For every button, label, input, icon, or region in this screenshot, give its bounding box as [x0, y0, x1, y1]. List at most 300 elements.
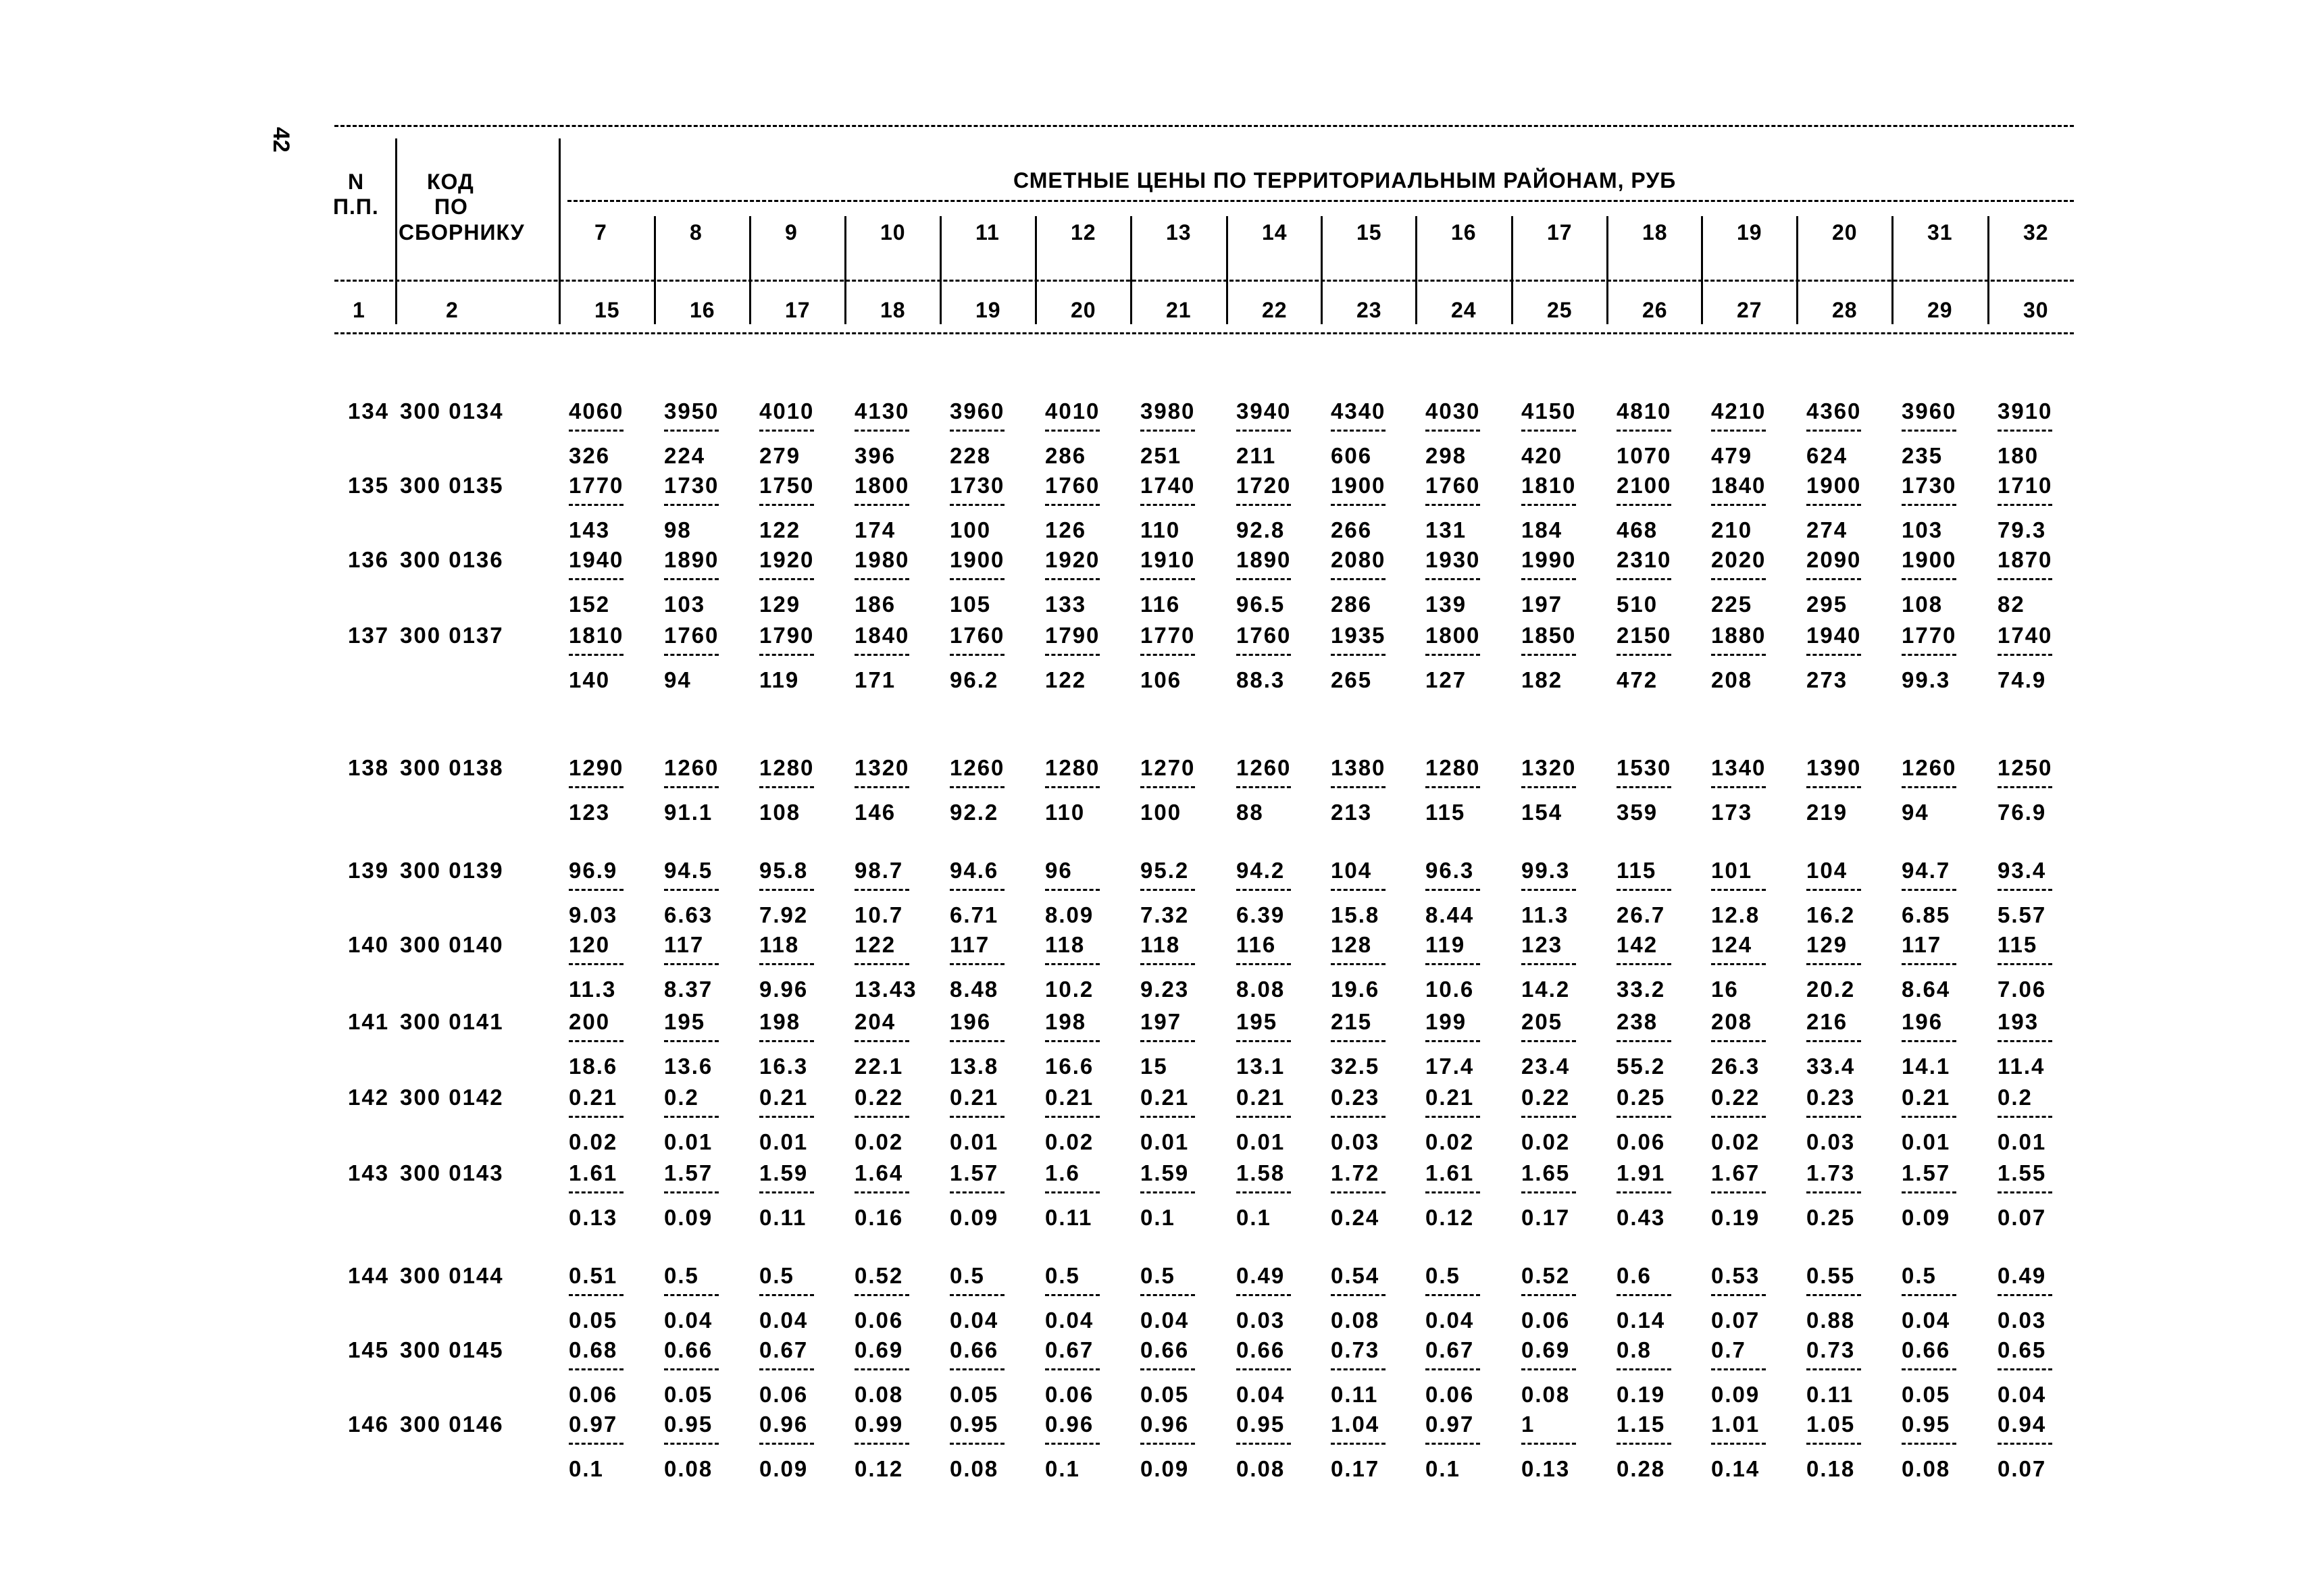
cell-value-top: 0.21 [569, 1085, 618, 1110]
cell-fraction-bar [1617, 786, 1671, 788]
cell-value-top: 198 [759, 1009, 801, 1034]
cell-value-bottom: 88.3 [1236, 667, 1286, 692]
cell-value-bottom: 0.01 [950, 1129, 999, 1154]
row-number: 145 [348, 1337, 390, 1362]
cell-fraction-bar [1806, 889, 1861, 891]
cell-value-bottom: 9.96 [759, 977, 809, 1002]
cell-value-bottom: 0.03 [1806, 1129, 1856, 1154]
cell-value-bottom: 186 [855, 592, 896, 617]
cell-value-top: 197 [1140, 1009, 1182, 1034]
region-header: 10 [880, 220, 906, 244]
cell-value-bottom: 131 [1425, 517, 1467, 542]
cell-fraction-bar [569, 1040, 624, 1042]
region-header: 7 [594, 220, 607, 244]
cell-fraction-bar [855, 578, 909, 580]
cell-value-top: 3910 [1998, 398, 2053, 423]
cell-fraction-bar [1140, 963, 1195, 965]
cell-value-top: 123 [1521, 932, 1563, 957]
header-vline [1415, 216, 1417, 324]
cell-value-top: 1760 [1236, 623, 1292, 648]
cell-fraction-bar [1617, 1040, 1671, 1042]
cell-fraction-bar [1331, 1040, 1386, 1042]
region-header: 20 [1832, 220, 1858, 244]
row-code: 300 0135 [400, 473, 504, 498]
cell-value-bottom: 211 [1236, 443, 1277, 468]
cell-value-top: 1740 [1140, 473, 1196, 498]
cell-fraction-bar [1236, 430, 1291, 432]
cell-value-bottom: 0.05 [950, 1382, 999, 1407]
cell-value-top: 1800 [1425, 623, 1481, 648]
cell-fraction-bar [950, 963, 1005, 965]
cell-fraction-bar [855, 654, 909, 656]
cell-fraction-bar [950, 1191, 1005, 1193]
cell-value-top: 4210 [1711, 398, 1766, 423]
header-vline [1321, 216, 1323, 324]
cell-value-top: 1250 [1998, 755, 2053, 780]
cell-value-bottom: 0.01 [1902, 1129, 1951, 1154]
cell-value-top: 1.72 [1331, 1160, 1380, 1185]
cell-value-bottom: 0.09 [1140, 1456, 1190, 1481]
cell-value-top: 1900 [1806, 473, 1862, 498]
cell-fraction-bar [1236, 889, 1291, 891]
cell-value-bottom: 99.3 [1902, 667, 1951, 692]
cell-fraction-bar [759, 504, 814, 506]
header-vline [1987, 216, 1989, 324]
cell-fraction-bar [1045, 430, 1100, 432]
cell-value-bottom: 7.92 [759, 902, 809, 927]
cell-value-top: 1870 [1998, 547, 2053, 572]
cell-fraction-bar [1617, 963, 1671, 965]
cell-fraction-bar [1425, 578, 1480, 580]
cell-fraction-bar [569, 578, 624, 580]
cell-value-bottom: 420 [1521, 443, 1563, 468]
cell-value-top: 0.66 [1140, 1337, 1190, 1362]
cell-value-bottom: 98 [664, 517, 692, 542]
cell-fraction-bar [1998, 1116, 2052, 1118]
cell-value-top: 115 [1617, 858, 1657, 883]
region-header: 18 [1642, 220, 1668, 244]
column-number: 30 [2023, 298, 2049, 322]
cell-value-top: 1910 [1140, 547, 1196, 572]
header-vline [749, 216, 751, 324]
region-header: 15 [1356, 220, 1382, 244]
cell-value-top: 0.23 [1331, 1085, 1380, 1110]
cell-value-top: 1260 [950, 755, 1005, 780]
cell-value-bottom: 171 [855, 667, 896, 692]
cell-value-bottom: 0.06 [759, 1382, 809, 1407]
row-code: 300 0137 [400, 623, 504, 648]
cell-value-top: 1750 [759, 473, 815, 498]
cell-fraction-bar [1902, 578, 1956, 580]
cell-value-bottom: 0.14 [1617, 1308, 1666, 1333]
table-title: СМЕТНЫЕ ЦЕНЫ ПО ТЕРРИТОРИАЛЬНЫМ РАЙОНАМ, РУБ [1013, 168, 1677, 192]
cell-value-bottom: 0.04 [1140, 1308, 1190, 1333]
cell-value-bottom: 5.57 [1998, 902, 2047, 927]
cell-fraction-bar [1902, 1368, 1956, 1370]
cell-value-bottom: 0.28 [1617, 1456, 1666, 1481]
header-vline [654, 216, 656, 324]
cell-fraction-bar [950, 1040, 1005, 1042]
cell-value-top: 205 [1521, 1009, 1563, 1034]
cell-fraction-bar [1998, 889, 2052, 891]
cell-value-top: 96.3 [1425, 858, 1475, 883]
cell-fraction-bar [1045, 1294, 1100, 1296]
cell-fraction-bar [1331, 786, 1386, 788]
cell-value-top: 0.2 [1998, 1085, 2033, 1110]
cell-value-top: 215 [1331, 1009, 1373, 1034]
cell-value-bottom: 26.7 [1617, 902, 1666, 927]
cell-value-bottom: 92.2 [950, 800, 999, 825]
cell-value-top: 0.5 [664, 1263, 699, 1288]
cell-fraction-bar [1140, 1294, 1195, 1296]
cell-fraction-bar [855, 1443, 909, 1445]
cell-fraction-bar [1236, 1191, 1291, 1193]
cell-value-top: 4130 [855, 398, 910, 423]
header-vline [559, 138, 561, 324]
cell-value-top: 1320 [1521, 755, 1577, 780]
cell-value-bottom: 11.3 [569, 977, 617, 1002]
cell-fraction-bar [1140, 1191, 1195, 1193]
cell-value-top: 1770 [569, 473, 624, 498]
cell-value-bottom: 6.71 [950, 902, 999, 927]
cell-value-bottom: 0.08 [950, 1456, 999, 1481]
header-vline [1891, 216, 1893, 324]
cell-value-bottom: 0.02 [1521, 1129, 1571, 1154]
cell-fraction-bar [1617, 889, 1671, 891]
cell-value-top: 93.4 [1998, 858, 2047, 883]
column-number: 28 [1832, 298, 1858, 322]
cell-fraction-bar [855, 889, 909, 891]
cell-value-bottom: 96.2 [950, 667, 999, 692]
cell-value-top: 1.59 [1140, 1160, 1190, 1185]
cell-fraction-bar [1902, 1443, 1956, 1445]
cell-value-bottom: 295 [1806, 592, 1848, 617]
column-number: 24 [1451, 298, 1477, 322]
cell-value-top: 118 [1045, 932, 1086, 957]
cell-value-top: 1280 [1425, 755, 1481, 780]
cell-fraction-bar [759, 1116, 814, 1118]
cell-value-top: 1730 [1902, 473, 1957, 498]
cell-value-bottom: 396 [855, 443, 896, 468]
cell-value-top: 1.55 [1998, 1160, 2047, 1185]
cell-fraction-bar [1140, 786, 1195, 788]
header-vline [1606, 216, 1608, 324]
cell-value-top: 195 [1236, 1009, 1278, 1034]
cell-value-bottom: 0.05 [1902, 1382, 1951, 1407]
cell-value-bottom: 8.64 [1902, 977, 1951, 1002]
cell-value-top: 1770 [1140, 623, 1196, 648]
cell-value-top: 0.21 [1902, 1085, 1951, 1110]
cell-fraction-bar [950, 1443, 1005, 1445]
column-number: 22 [1262, 298, 1288, 322]
cell-fraction-bar [1902, 889, 1956, 891]
row-number: 136 [348, 547, 390, 572]
cell-fraction-bar [950, 889, 1005, 891]
cell-fraction-bar [569, 889, 624, 891]
cell-value-bottom: 10.7 [855, 902, 904, 927]
cell-value-top: 1270 [1140, 755, 1196, 780]
cell-fraction-bar [1806, 430, 1861, 432]
column-number: 17 [785, 298, 811, 322]
cell-value-bottom: 0.02 [1425, 1129, 1475, 1154]
cell-fraction-bar [1236, 963, 1291, 965]
cell-fraction-bar [1140, 1368, 1195, 1370]
cell-value-top: 1920 [1045, 547, 1100, 572]
cell-value-top: 0.95 [950, 1412, 999, 1437]
cell-value-top: 122 [855, 932, 896, 957]
cell-value-bottom: 472 [1617, 667, 1658, 692]
cell-value-bottom: 33.4 [1806, 1054, 1856, 1079]
region-header: 9 [785, 220, 798, 244]
cell-value-top: 0.21 [1425, 1085, 1475, 1110]
cell-fraction-bar [1045, 504, 1100, 506]
row-code: 300 0138 [400, 755, 504, 780]
cell-fraction-bar [1236, 786, 1291, 788]
cell-value-bottom: 0.04 [950, 1308, 999, 1333]
cell-value-bottom: 0.88 [1806, 1308, 1856, 1333]
cell-value-top: 1260 [1902, 755, 1957, 780]
cell-value-top: 4030 [1425, 398, 1481, 423]
cell-fraction-bar [1711, 1443, 1766, 1445]
cell-value-bottom: 0.1 [1045, 1456, 1080, 1481]
cell-fraction-bar [950, 654, 1005, 656]
cell-value-bottom: 0.13 [1521, 1456, 1571, 1481]
cell-fraction-bar [1998, 504, 2052, 506]
cell-value-bottom: 123 [569, 800, 611, 825]
cell-fraction-bar [1806, 654, 1861, 656]
cell-fraction-bar [1998, 1040, 2052, 1042]
cell-fraction-bar [1331, 963, 1386, 965]
cell-value-top: 1.57 [664, 1160, 713, 1185]
cell-value-top: 208 [1711, 1009, 1753, 1034]
cell-fraction-bar [1140, 1040, 1195, 1042]
cell-fraction-bar [1045, 1191, 1100, 1193]
cell-value-bottom: 468 [1617, 517, 1658, 542]
cell-value-top: 119 [1425, 932, 1466, 957]
cell-fraction-bar [1331, 1191, 1386, 1193]
cell-value-top: 0.6 [1617, 1263, 1652, 1288]
cell-value-top: 0.66 [664, 1337, 713, 1362]
cell-value-top: 216 [1806, 1009, 1848, 1034]
cell-value-bottom: 122 [759, 517, 801, 542]
cell-fraction-bar [569, 1368, 624, 1370]
cell-value-top: 117 [664, 932, 705, 957]
cell-value-top: 124 [1711, 932, 1753, 957]
cell-value-top: 104 [1806, 858, 1848, 883]
cell-value-bottom: 0.07 [1998, 1456, 2047, 1481]
cell-value-top: 1760 [1425, 473, 1481, 498]
row-number: 141 [348, 1009, 390, 1034]
cell-value-bottom: 180 [1998, 443, 2039, 468]
cell-value-top: 0.54 [1331, 1263, 1380, 1288]
cell-value-top: 1980 [855, 547, 910, 572]
cell-value-top: 1.01 [1711, 1412, 1760, 1437]
cell-fraction-bar [1902, 654, 1956, 656]
cell-value-bottom: 606 [1331, 443, 1373, 468]
cell-value-bottom: 26.3 [1711, 1054, 1760, 1079]
cell-value-top: 198 [1045, 1009, 1087, 1034]
cell-fraction-bar [1998, 786, 2052, 788]
cell-value-top: 1920 [759, 547, 815, 572]
cell-value-top: 0.66 [1236, 1337, 1286, 1362]
cell-value-bottom: 74.9 [1998, 667, 2047, 692]
cell-value-top: 1530 [1617, 755, 1672, 780]
cell-value-bottom: 286 [1331, 592, 1373, 617]
cell-value-top: 94.2 [1236, 858, 1286, 883]
cell-fraction-bar [1711, 889, 1766, 891]
cell-value-bottom: 0.06 [1521, 1308, 1571, 1333]
cell-value-bottom: 19.6 [1331, 977, 1380, 1002]
cell-value-bottom: 0.02 [1711, 1129, 1760, 1154]
cell-value-top: 0.52 [855, 1263, 904, 1288]
header-vline [1035, 216, 1037, 324]
cell-fraction-bar [664, 504, 719, 506]
cell-fraction-bar [664, 963, 719, 965]
row-number: 144 [348, 1263, 390, 1288]
cell-fraction-bar [1140, 654, 1195, 656]
cell-value-bottom: 0.04 [1902, 1308, 1951, 1333]
cell-value-bottom: 91.1 [664, 800, 713, 825]
cell-fraction-bar [950, 1116, 1005, 1118]
column-number: 15 [594, 298, 620, 322]
cell-value-bottom: 106 [1140, 667, 1182, 692]
cell-value-bottom: 10.2 [1045, 977, 1094, 1002]
cell-value-bottom: 0.06 [1045, 1382, 1094, 1407]
cell-fraction-bar [1045, 578, 1100, 580]
cell-value-bottom: 13.43 [855, 977, 917, 1002]
cell-fraction-bar [1806, 1191, 1861, 1193]
cell-fraction-bar [569, 963, 624, 965]
region-header: 11 [975, 220, 1000, 244]
cell-value-bottom: 79.3 [1998, 517, 2047, 542]
col-n-header-1: N [348, 170, 365, 194]
cell-value-top: 1 [1521, 1412, 1535, 1437]
cell-value-bottom: 0.11 [1331, 1382, 1379, 1407]
cell-value-bottom: 359 [1617, 800, 1658, 825]
cell-fraction-bar [1617, 1368, 1671, 1370]
cell-fraction-bar [1331, 1116, 1386, 1118]
cell-fraction-bar [759, 1191, 814, 1193]
cell-value-top: 0.69 [855, 1337, 904, 1362]
cell-fraction-bar [1331, 504, 1386, 506]
cell-value-bottom: 0.1 [1236, 1205, 1271, 1230]
cell-value-bottom: 0.18 [1806, 1456, 1856, 1481]
cell-value-bottom: 0.12 [855, 1456, 904, 1481]
cell-value-bottom: 0.06 [569, 1382, 618, 1407]
cell-value-bottom: 0.09 [664, 1205, 713, 1230]
cell-value-top: 0.25 [1617, 1085, 1666, 1110]
cell-value-bottom: 0.11 [1045, 1205, 1093, 1230]
cell-fraction-bar [1806, 1443, 1861, 1445]
cell-value-bottom: 8.08 [1236, 977, 1286, 1002]
cell-fraction-bar [1711, 1294, 1766, 1296]
cell-value-top: 0.96 [1140, 1412, 1190, 1437]
column-number: 23 [1356, 298, 1382, 322]
cell-value-bottom: 6.85 [1902, 902, 1951, 927]
cell-value-top: 0.5 [1425, 1263, 1460, 1288]
column-number: 18 [880, 298, 906, 322]
cell-fraction-bar [1331, 1294, 1386, 1296]
cell-value-top: 118 [1140, 932, 1181, 957]
cell-value-top: 1390 [1806, 755, 1862, 780]
cell-fraction-bar [1902, 1040, 1956, 1042]
cell-value-top: 0.21 [1236, 1085, 1286, 1110]
cell-value-bottom: 0.01 [664, 1129, 713, 1154]
cell-value-bottom: 133 [1045, 592, 1087, 617]
cell-value-bottom: 6.63 [664, 902, 713, 927]
cell-value-bottom: 122 [1045, 667, 1087, 692]
cell-value-top: 1.64 [855, 1160, 904, 1185]
cell-value-top: 0.95 [1236, 1412, 1286, 1437]
row-code: 300 0140 [400, 932, 504, 957]
cell-value-top: 0.21 [950, 1085, 999, 1110]
region-header: 32 [2023, 220, 2049, 244]
cell-value-bottom: 76.9 [1998, 800, 2047, 825]
cell-value-bottom: 0.05 [1140, 1382, 1190, 1407]
cell-value-top: 98.7 [855, 858, 904, 883]
cell-value-top: 196 [1902, 1009, 1943, 1034]
cell-value-top: 2090 [1806, 547, 1862, 572]
cell-value-bottom: 0.19 [1617, 1382, 1666, 1407]
cell-value-bottom: 0.04 [664, 1308, 713, 1333]
cell-fraction-bar [1521, 654, 1576, 656]
cell-value-top: 128 [1331, 932, 1373, 957]
cell-value-bottom: 0.01 [1140, 1129, 1190, 1154]
cell-fraction-bar [1806, 1368, 1861, 1370]
cell-value-top: 3940 [1236, 398, 1292, 423]
cell-value-bottom: 110 [1140, 517, 1181, 542]
cell-value-top: 117 [1902, 932, 1942, 957]
row-code: 300 0141 [400, 1009, 504, 1034]
cell-value-bottom: 11.3 [1521, 902, 1569, 927]
cell-value-top: 1.73 [1806, 1160, 1856, 1185]
cell-fraction-bar [664, 654, 719, 656]
cell-fraction-bar [855, 504, 909, 506]
cell-value-top: 1880 [1711, 623, 1766, 648]
cell-fraction-bar [1998, 1294, 2052, 1296]
cell-value-bottom: 108 [1902, 592, 1943, 617]
cell-value-top: 1.59 [759, 1160, 809, 1185]
cell-value-bottom: 0.07 [1998, 1205, 2047, 1230]
cell-value-top: 1730 [664, 473, 719, 498]
cell-value-top: 0.21 [1045, 1085, 1094, 1110]
cell-value-bottom: 0.04 [1425, 1308, 1475, 1333]
cell-value-top: 0.96 [1045, 1412, 1094, 1437]
cell-value-top: 1730 [950, 473, 1005, 498]
cell-value-top: 99.3 [1521, 858, 1571, 883]
cell-value-bottom: 510 [1617, 592, 1658, 617]
cell-fraction-bar [950, 1368, 1005, 1370]
cell-fraction-bar [1617, 1116, 1671, 1118]
cell-value-top: 196 [950, 1009, 992, 1034]
cell-fraction-bar [759, 889, 814, 891]
cell-value-bottom: 0.11 [759, 1205, 807, 1230]
cell-value-top: 0.53 [1711, 1263, 1760, 1288]
cell-value-bottom: 96.5 [1236, 592, 1286, 617]
cell-value-top: 0.99 [855, 1412, 904, 1437]
cell-fraction-bar [1425, 1116, 1480, 1118]
cell-value-top: 1790 [759, 623, 815, 648]
cell-value-bottom: 0.06 [855, 1308, 904, 1333]
cell-value-top: 2020 [1711, 547, 1766, 572]
cell-value-top: 1900 [1331, 473, 1386, 498]
cell-fraction-bar [569, 654, 624, 656]
header-vline [1701, 216, 1703, 324]
cell-fraction-bar [664, 1294, 719, 1296]
cell-fraction-bar [664, 1368, 719, 1370]
cell-fraction-bar [1331, 1443, 1386, 1445]
cell-value-bottom: 0.05 [569, 1308, 618, 1333]
